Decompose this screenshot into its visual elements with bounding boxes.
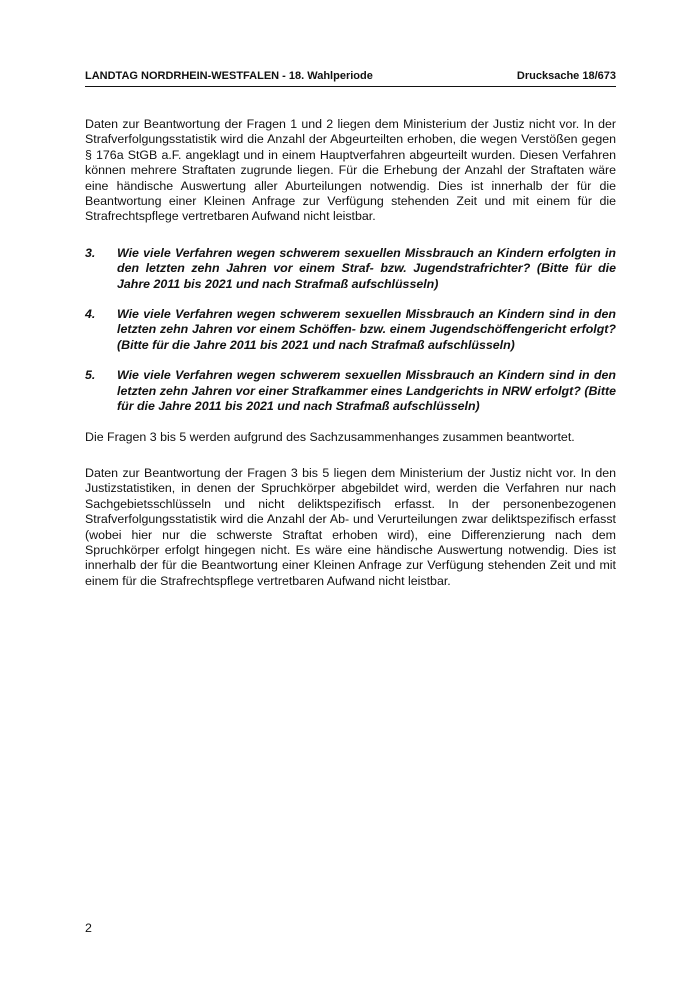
header-divider xyxy=(85,86,616,87)
document-body xyxy=(85,117,616,610)
question-number: 3. xyxy=(85,245,96,260)
question-item xyxy=(85,307,616,353)
question-number: 5. xyxy=(85,368,96,383)
combined-answer-note: Die Fragen 3 bis 5 werden aufgrund des Sachzusammenhanges zusammen beantwortet. xyxy=(85,429,575,444)
header-title: LANDTAG NORDRHEIN-WESTFALEN - 18. Wahlperiode xyxy=(85,70,373,82)
header-document-number: Drucksache 18/673 xyxy=(516,70,616,82)
answer-paragraph: Daten zur Beantwortung der Fragen 3 bis 5 liegen dem Ministerium der Justiz nicht vor. In den Justizstatistiken, in denen der Spruchkörper abgebildet wird, werden die Verfahren nur nach Sachgebietsschlüsseln und nicht deliktspezifisch erfasst. In der personenbezogenen Strafverfolgungsstatistik wird die Anzahl der Ab- und Verurteilungen zwar deliktspezifisch erfasst (wobei hier nur die schwerste Straftat erhoben wird), eine Differenzierung nach dem Spruchkörper erfolgt hingegen nicht. Es wäre eine händische Auswertung notwendig. Dies ist innerhalb der für die Beantwortung einer Kleinen Anfrage zur Verfügung stehenden Zeit und mit einem für die Strafrechtspflege vertretbaren Aufwand nicht leistbar. xyxy=(85,465,616,588)
question-list xyxy=(85,246,616,415)
page-number: 2 xyxy=(85,921,92,935)
page-header xyxy=(85,70,616,84)
question-item xyxy=(85,368,616,414)
intro-paragraph: Daten zur Beantwortung der Fragen 1 und 2 liegen dem Ministerium der Justiz nicht vor. In der Strafverfolgungsstatistik wird die Anzahl der Abgeurteilten erhoben, die wegen Verstößen gegen § 176a StGB a.F. angeklagt und in einem Hauptverfahren abgeurteilt wurden. Diesen Verfahren können mehrere Straftaten zugrunde liegen. Für die Erhebung der Anzahl der Straftaten wäre eine händische Auswertung aller Aburteilungen notwendig. Dies ist innerhalb der für die Beantwortung einer Kleinen Anfrage zur Verfügung stehenden Zeit und mit einem für die Strafrechtspflege vertretbaren Aufwand nicht leistbar. xyxy=(85,117,616,224)
question-text: Wie viele Verfahren wegen schwerem sexuellen Missbrauch an Kindern erfolgten in den letzten zehn Jahren vor einem Straf- bzw. Jugendstrafrichter? (Bitte für die Jahre 2011 bis 2021 und nach Strafmaß aufschlüsseln) xyxy=(117,245,616,291)
question-item xyxy=(85,246,616,292)
question-text: Wie viele Verfahren wegen schwerem sexuellen Missbrauch an Kindern sind in den letzten zehn Jahren vor einer Strafkammer eines Landgerichts in NRW erfolgt? (Bitte für die Jahre 2011 bis 2021 und nach Strafmaß aufschlüsseln) xyxy=(117,368,616,414)
question-text: Wie viele Verfahren wegen schwerem sexuellen Missbrauch an Kindern sind in den letzten zehn Jahren vor einem Schöffen- bzw. einem Jugendschöffengericht erfolgt? (Bitte für die Jahre 2011 bis 2021 und nach Strafmaß aufschlüsseln) xyxy=(117,307,616,352)
question-number: 4. xyxy=(85,307,96,322)
